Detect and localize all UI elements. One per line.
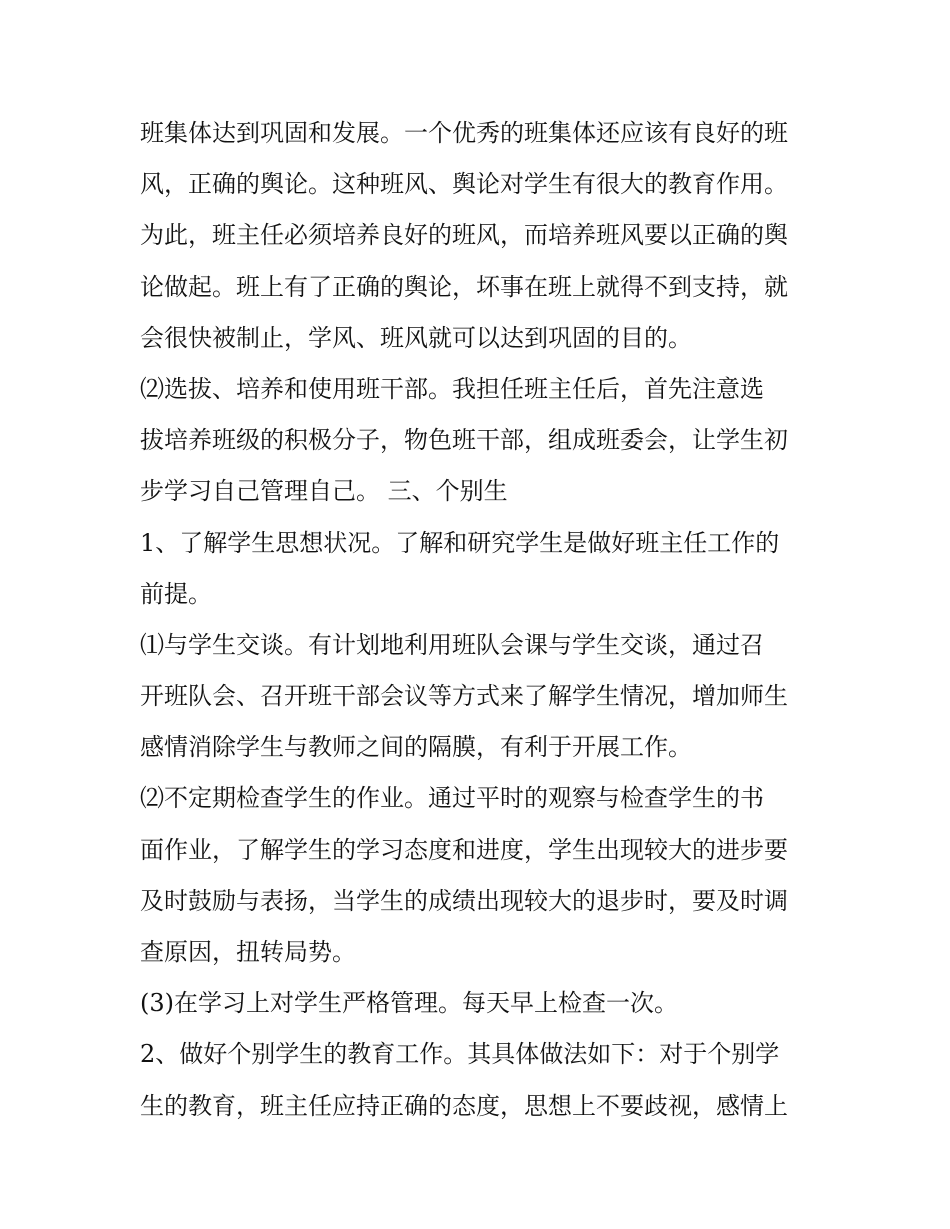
text-line: 感情消除学生与教师之间的隔膜，有利于开展工作。 bbox=[140, 733, 692, 762]
text-line: 步学习自己管理自己。 三、个别生 bbox=[140, 477, 508, 506]
text-line: 会很快被制止，学风、班风就可以达到巩固的目的。 bbox=[140, 323, 692, 352]
text-line: 面作业，了解学生的学习态度和进度，学生出现较大的进步要 bbox=[140, 835, 788, 864]
text-line: 为此，班主任必须培养良好的班风，而培养班风要以正确的舆 bbox=[140, 221, 788, 250]
text-line: 论做起。班上有了正确的舆论，坏事在班上就得不到支持，就 bbox=[140, 272, 788, 301]
text-line: 生的教育，班主任应持正确的态度，思想上不要歧视，感情上 bbox=[140, 1091, 788, 1120]
text-line: 2、做好个别学生的教育工作。其具体做法如下：对于个别学 bbox=[140, 1040, 780, 1069]
text-line: 及时鼓励与表扬，当学生的成绩出现较大的退步时，要及时调 bbox=[140, 886, 788, 915]
text-line: 1、了解学生思想状况。了解和研究学生是做好班主任工作的 bbox=[140, 528, 780, 557]
text-line: ⑵不定期检查学生的作业。通过平时的观察与检查学生的书 bbox=[140, 784, 764, 813]
text-line: ⑵选拔、培养和使用班干部。我担任班主任后，首先注意选 bbox=[140, 374, 764, 403]
text-line: 拔培养班级的积极分子，物色班干部，组成班委会，让学生初 bbox=[140, 426, 788, 455]
text-line: (3)在学习上对学生严格管理。每天早上检查一次。 bbox=[140, 989, 678, 1018]
text-line: 班集体达到巩固和发展。一个优秀的班集体还应该有良好的班 bbox=[140, 119, 788, 147]
document-body bbox=[140, 108, 820, 1132]
text-line: 查原因，扭转局势。 bbox=[140, 938, 356, 966]
text-line: 开班队会、召开班干部会议等方式来了解学生情况，增加师生 bbox=[140, 682, 788, 711]
text-line: 前提。 bbox=[140, 579, 212, 608]
text-line: 风，正确的舆论。这种班风、舆论对学生有很大的教育作用。 bbox=[140, 170, 788, 199]
text-line: ⑴与学生交谈。有计划地利用班队会课与学生交谈，通过召 bbox=[140, 630, 764, 659]
